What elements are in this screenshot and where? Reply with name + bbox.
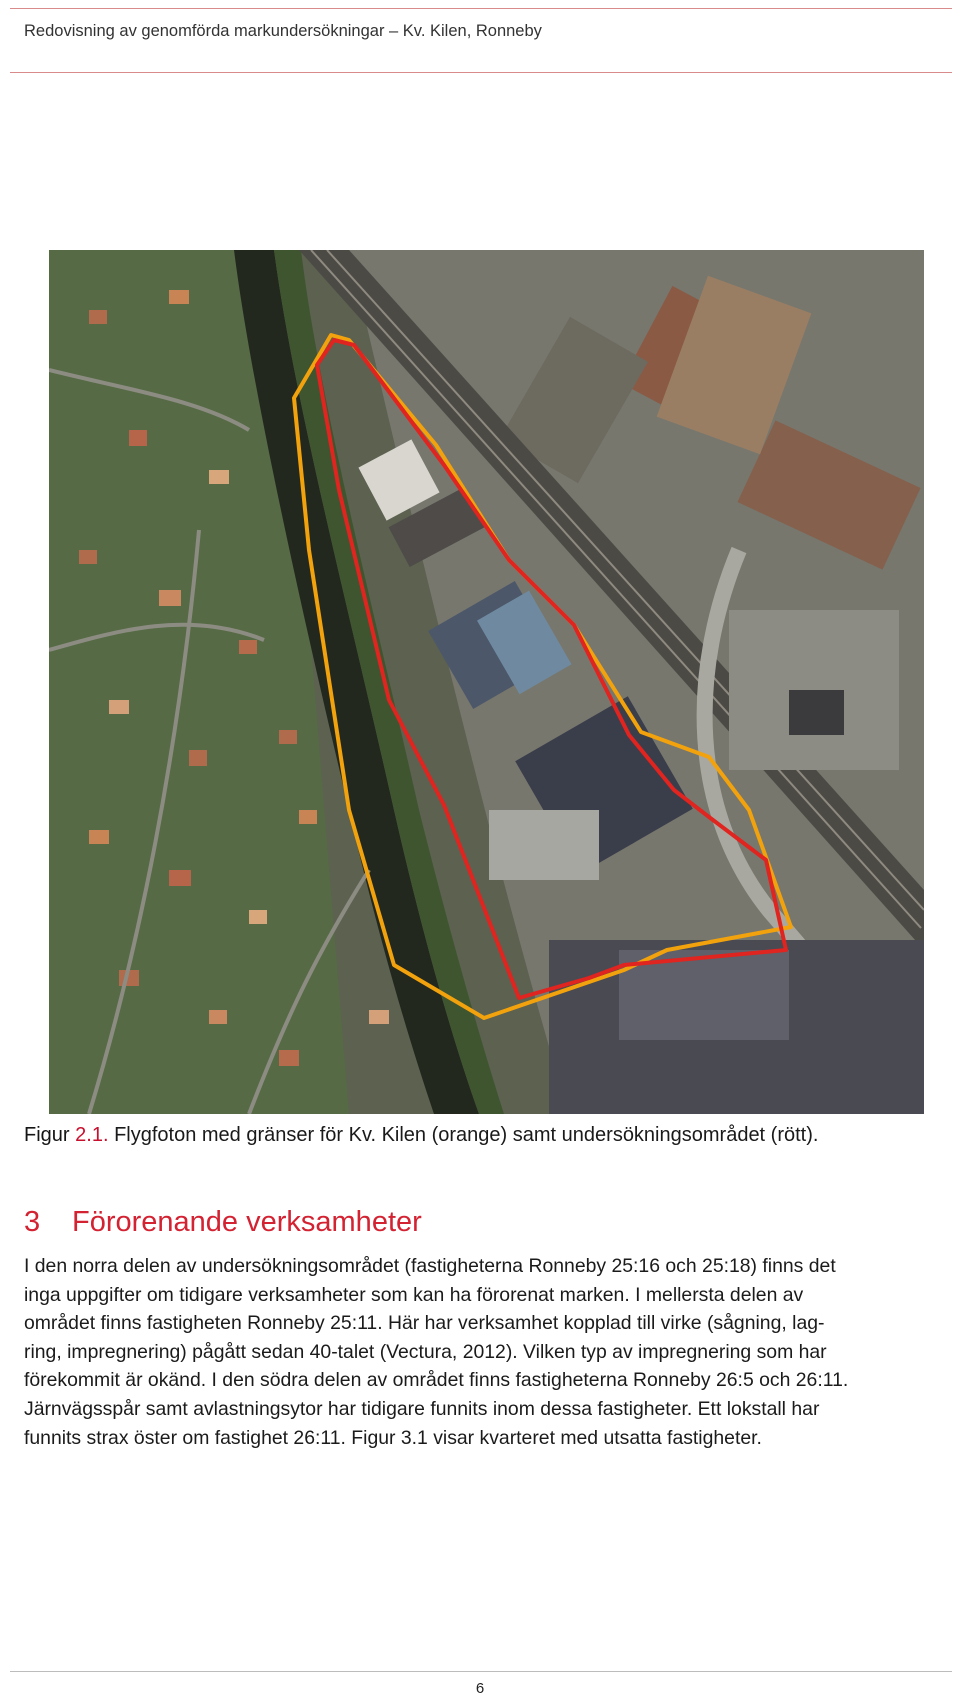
paragraph-line: funnits strax öster om fastighet 26:11. Figur 3.1 visar kvarteret med utsatta fastigheter. [24,1426,762,1449]
paragraph-line: Järnvägsspår samt avlastningsytor har tidigare funnits inom dessa fastigheter. Ett lokstall har [24,1397,820,1420]
section-number: 3 [24,1206,41,1238]
figure-number: 2.1. [75,1124,109,1146]
header-bottom-rule [10,72,952,73]
paragraph-line: inga uppgifter om tidigare verksamheter som kan ha förorenat marken. I mellersta delen av [24,1283,804,1306]
section-heading [24,1206,422,1239]
paragraph-line: förekommit är okänd. I den södra delen av området finns fastigheterna Ronneby 26:5 och 26:11. [24,1369,849,1392]
footer-rule [10,1671,952,1672]
aerial-photo [49,250,924,1114]
paragraph-line: ring, impregnering) pågått sedan 40-talet (Vectura, 2012). Vilken typ av impregnering som har [24,1340,827,1363]
running-header: Redovisning av genomförda markundersökningar – Kv. Kilen, Ronneby [24,22,542,40]
header-top-rule [10,8,952,9]
figure-caption [24,1124,818,1147]
section-paragraph [24,1252,960,1452]
figure-caption-text: Flygfoton med gränser för Kv. Kilen (orange) samt undersökningsområdet (rött). [114,1124,819,1146]
paragraph-line: området finns fastigheten Ronneby 25:11. Här har verksamhet kopplad till virke (sågning, lag- [24,1312,825,1335]
page-number: 6 [475,1680,485,1697]
paragraph-line: I den norra delen av undersökningsområdet (fastigheterna Ronneby 25:16 och 25:18) finns det [24,1255,836,1277]
section-title: Förorenande verksamheter [72,1206,422,1238]
figure-label: Figur [24,1124,70,1146]
